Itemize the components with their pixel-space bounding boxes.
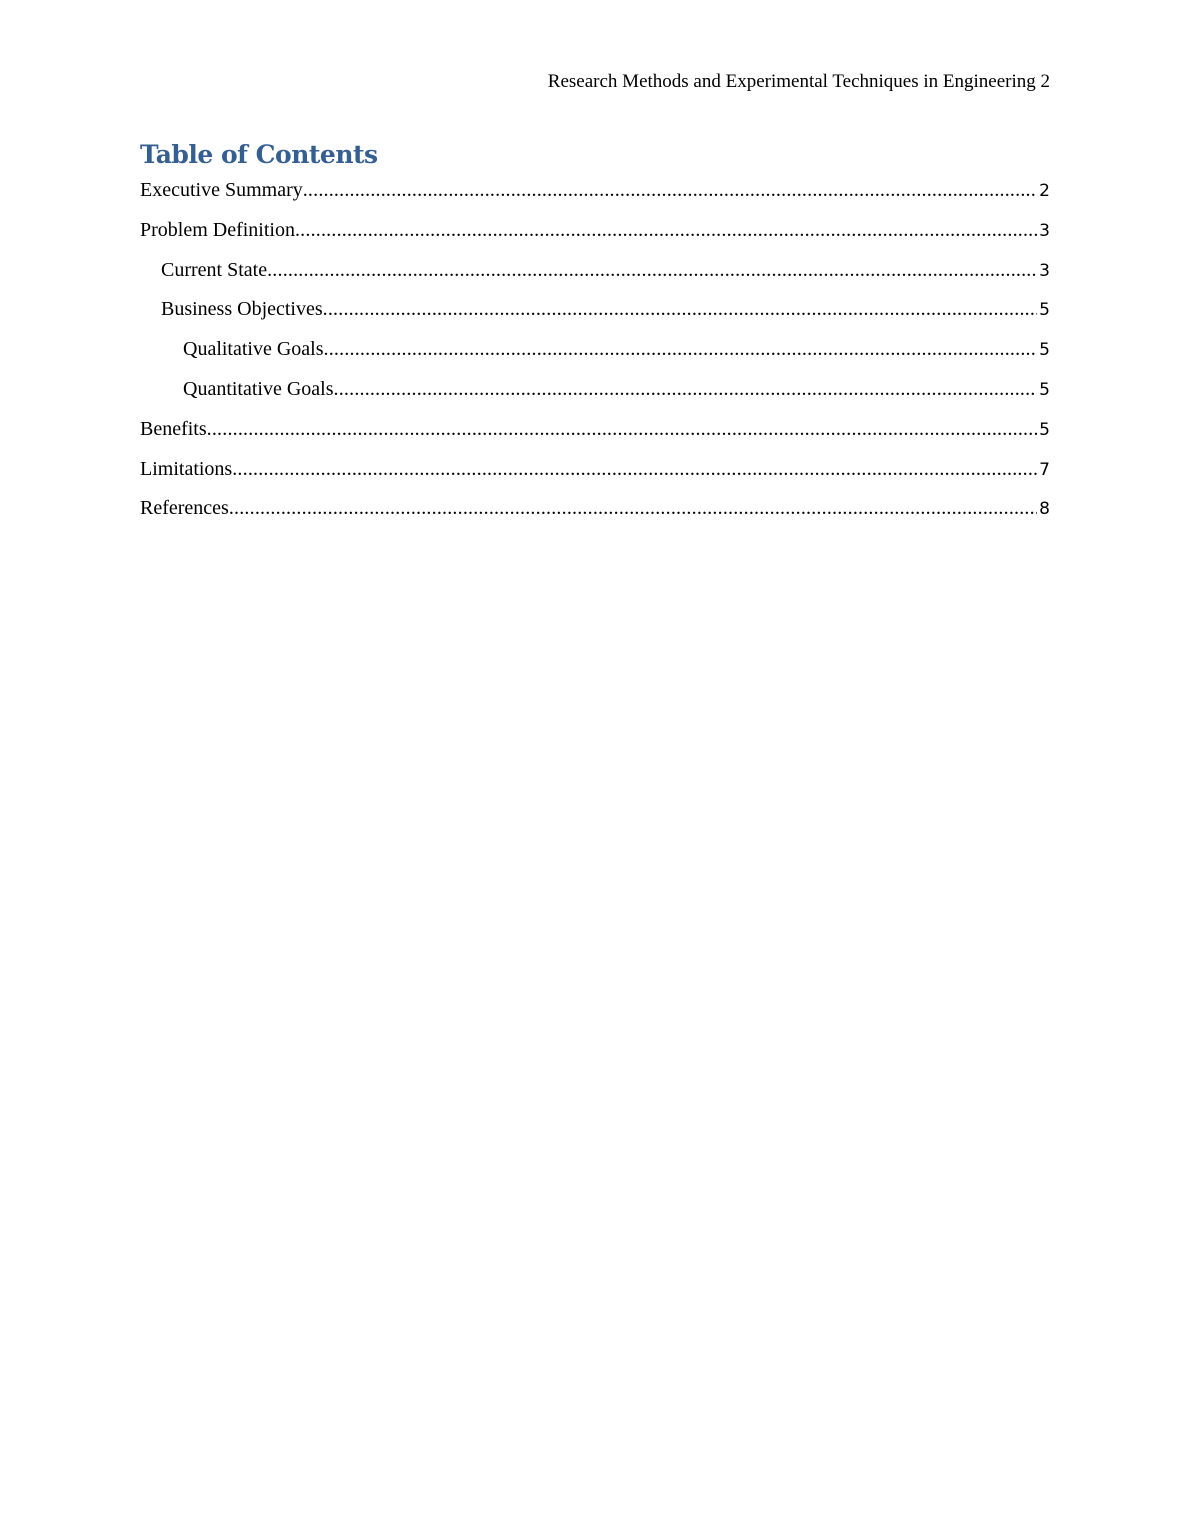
running-header: Research Methods and Experimental Techniques in Engineering 2 — [547, 71, 1050, 92]
toc-entry-problem-definition[interactable] — [140, 216, 1050, 256]
toc-entry-limitations[interactable] — [140, 455, 1050, 495]
toc-entry-executive-summary[interactable] — [140, 176, 1050, 216]
toc-dot-leader — [229, 494, 1037, 522]
toc-page-number: 3 — [1039, 260, 1050, 281]
toc-entry-text: Qualitative Goals — [183, 338, 324, 361]
toc-entry-text: Current State — [161, 258, 268, 281]
toc-entry-qualitative-goals[interactable] — [140, 335, 1050, 375]
toc-dot-leader — [324, 335, 1038, 363]
toc-dot-leader — [267, 256, 1037, 284]
toc-entry-text: Problem Definition — [140, 218, 295, 241]
toc-page-number: 2 — [1039, 181, 1050, 201]
toc-page-number: 5 — [1039, 379, 1050, 400]
toc-entry-text: Business Objectives — [161, 298, 323, 321]
toc-dot-leader — [334, 375, 1038, 403]
toc-page-number: 8 — [1039, 499, 1050, 520]
toc-entry-text: References — [140, 497, 229, 520]
toc-entry-text: Quantitative Goals — [183, 377, 334, 400]
toc-entry-text: Executive Summary — [140, 179, 303, 201]
toc-entry-text: Limitations — [140, 457, 233, 480]
toc-dot-leader — [303, 176, 1037, 204]
toc-page-number: 5 — [1039, 300, 1050, 321]
toc-entry-quantitative-goals[interactable] — [140, 375, 1050, 415]
toc-entry-benefits[interactable] — [140, 415, 1050, 455]
toc-entry-text: Benefits — [140, 417, 207, 440]
toc-entry-references[interactable] — [140, 494, 1050, 534]
toc-title: Table of Contents — [140, 140, 378, 169]
toc-entry-current-state[interactable] — [140, 256, 1050, 296]
toc-dot-leader — [207, 415, 1038, 443]
table-of-contents — [140, 176, 1050, 534]
toc-page-number: 5 — [1039, 419, 1050, 440]
toc-dot-leader — [323, 295, 1038, 323]
toc-page-number: 7 — [1039, 459, 1050, 480]
toc-entry-business-objectives[interactable] — [140, 295, 1050, 335]
toc-dot-leader — [295, 216, 1037, 244]
toc-page-number: 5 — [1039, 340, 1050, 361]
toc-dot-leader — [232, 455, 1037, 483]
toc-page-number: 3 — [1039, 220, 1050, 241]
